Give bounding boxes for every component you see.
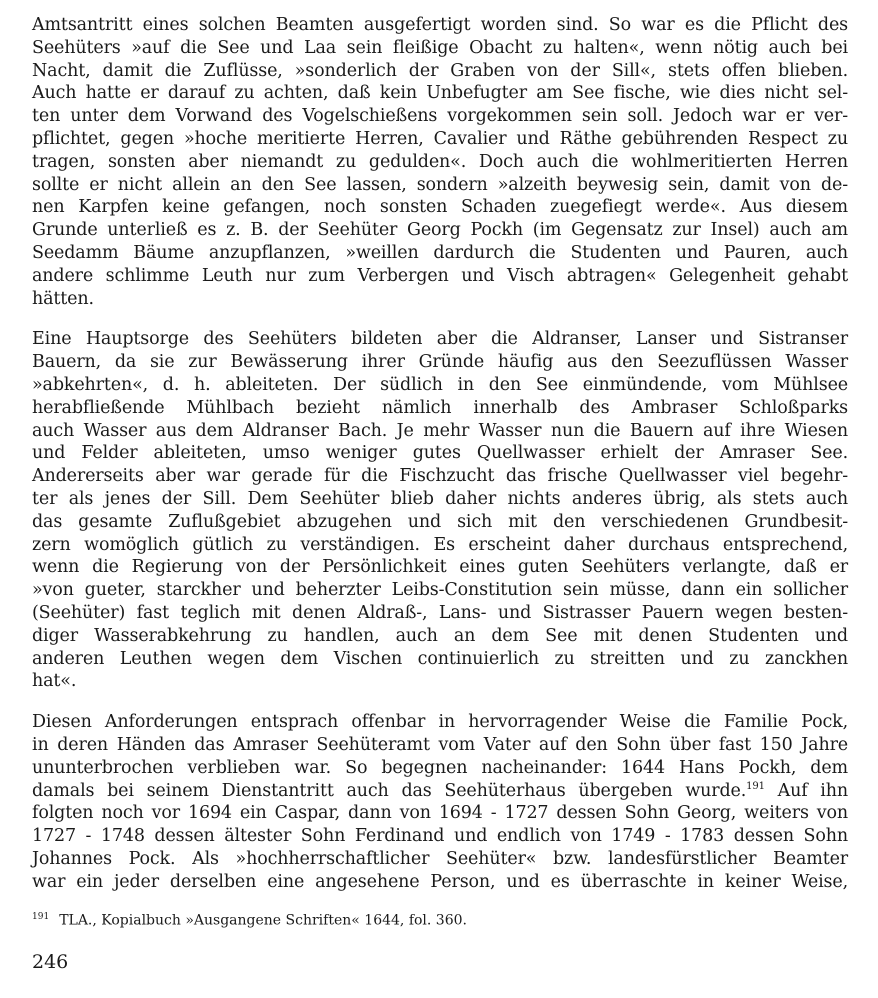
text-line: anderen Leuthen wegen dem Vischen continuierlich zu streitten und zu zanckhen bbox=[32, 648, 848, 669]
text-line: Eine Hauptsorge des Seehüters bildeten aber die Aldranser, Lanser und Sistranser bbox=[32, 329, 848, 350]
footnote-reference: 191 bbox=[746, 780, 765, 792]
text-line: sollte er nicht allein an den See lassen, sondern »alzeith beywesig sein, damit von de- bbox=[32, 174, 848, 195]
text-line: Diesen Anforderungen entsprach offenbar in hervorragender Weise die Familie Pock, bbox=[32, 712, 848, 733]
text-line: »von gueter, starckher und beherzter Leibs-Constitution sein müsse, dann ein sollicher bbox=[32, 580, 848, 601]
text-line: Nacht, damit die Zuflüsse, »sonderlich der Graben von der Sill«, stets offen blieben. bbox=[32, 60, 848, 81]
text-line: hat«. bbox=[32, 671, 77, 692]
footnote-number: 191 bbox=[32, 912, 50, 922]
footnote bbox=[32, 908, 467, 930]
text-line: diger Wasserabkehrung zu handlen, auch an dem See mit denen Studenten und bbox=[32, 625, 848, 646]
text-line: andere schlimme Leuth nur zum Verbergen und Visch abtragen« Gelegenheit gehabt bbox=[32, 265, 848, 286]
text-line: Bauern, da sie zur Bewässerung ihrer Gründe häufig aus den Seezuflüssen Wasser bbox=[32, 352, 848, 373]
text-line: Andererseits aber war gerade für die Fischzucht das frische Quellwasser viel begehr- bbox=[32, 466, 848, 487]
text-line: und Felder ableiteten, umso weniger gutes Quellwasser erhielt der Amraser See. bbox=[32, 443, 848, 464]
text-line: folgten noch vor 1694 ein Caspar, dann von 1694 - 1727 dessen Sohn Georg, weiters von bbox=[32, 803, 848, 824]
text-line: herabfließende Mühlbach bezieht nämlich innerhalb des Ambraser Schloßparks bbox=[32, 397, 848, 418]
text-line: Seedamm Bäume anzupflanzen, »weillen dardurch die Studenten und Pauren, auch bbox=[32, 242, 848, 263]
text-line: Auch hatte er darauf zu achten, daß kein Unbefugter am See fische, wie dies nicht sel- bbox=[32, 83, 848, 104]
text-line: Seehüters »auf die See und Laa sein fleißige Obacht zu halten«, wenn nötig auch bei bbox=[32, 37, 848, 58]
text-line: ununterbrochen verblieben war. So begegnen nacheinander: 1644 Hans Pockh, dem bbox=[32, 757, 848, 778]
text-line: das gesamte Zuflußgebiet abzugehen und sich mit den verschiedenen Grundbesit- bbox=[32, 511, 848, 532]
text-line: hätten. bbox=[32, 288, 94, 309]
text-line: in deren Händen das Amraser Seehüteramt vom Vater auf den Sohn über fast 150 Jahre bbox=[32, 734, 848, 755]
text-line: tragen, sonsten aber niemandt zu gedulden«. Doch auch die wohlmeritierten Herren bbox=[32, 151, 848, 172]
text-line-with-footnote bbox=[32, 780, 848, 803]
text-line: (Seehüter) fast teglich mit denen Aldraß-, Lans- und Sistrasser Pauern wegen besten- bbox=[32, 602, 848, 623]
paragraph-2 bbox=[32, 328, 848, 693]
text-line: ten unter dem Vorwand des Vogelschießens vorgekommen sein soll. Jedoch war er ver- bbox=[32, 106, 848, 127]
text-line: ter als jenes der Sill. Dem Seehüter blieb daher nichts anderes übrig, als stets auch bbox=[32, 488, 848, 509]
paragraph-1 bbox=[32, 14, 848, 310]
text-line: zern womöglich gütlich zu verständigen. Es erscheint daher durchaus entsprechend, bbox=[32, 534, 848, 555]
text-line: pflichtet, gegen »hoche meritierte Herren, Cavalier und Räthe gebührenden Respect zu bbox=[32, 128, 848, 149]
text-line: nen Karpfen keine gefangen, noch sonsten Schaden zuegefiegt werde«. Aus diesem bbox=[32, 197, 848, 218]
text-segment: Auf ihn bbox=[764, 780, 848, 801]
text-line: Amtsantritt eines solchen Beamten ausgefertigt worden sind. So war es die Pflicht des bbox=[32, 15, 848, 35]
text-line: Grunde unterließ es z. B. der Seehüter Georg Pockh (im Gegensatz zur Insel) auch am bbox=[32, 220, 848, 241]
text-line: wenn die Regierung von der Persönlichkeit eines guten Seehüters verlangte, daß er bbox=[32, 557, 848, 578]
text-line: auch Wasser aus dem Aldranser Bach. Je mehr Wasser nun die Bauern auf ihre Wiesen bbox=[32, 420, 848, 441]
text-line: Johannes Pock. Als »hochherrschaftlicher Seehüter« bzw. landesfürstlicher Beamter bbox=[32, 848, 848, 869]
text-line: 1727 - 1748 dessen ältester Sohn Ferdinand und endlich von 1749 - 1783 dessen Sohn bbox=[32, 826, 848, 847]
text-line: war ein jeder derselben eine angesehene Person, und es überraschte in keiner Weise, bbox=[32, 871, 848, 892]
paragraph-3 bbox=[32, 711, 848, 893]
text-line: »abkehrten«, d. h. ableiteten. Der südlich in den See einmündende, vom Mühlsee bbox=[32, 374, 848, 395]
text-segment: damals bei seinem Dienstantritt auch das Seehüterhaus übergeben wurde. bbox=[32, 780, 747, 801]
page-body bbox=[32, 14, 848, 911]
footnote-text: TLA., Kopialbuch »Ausgangene Schriften« 1644, fol. 360. bbox=[59, 912, 467, 929]
page-number: 246 bbox=[32, 951, 69, 973]
